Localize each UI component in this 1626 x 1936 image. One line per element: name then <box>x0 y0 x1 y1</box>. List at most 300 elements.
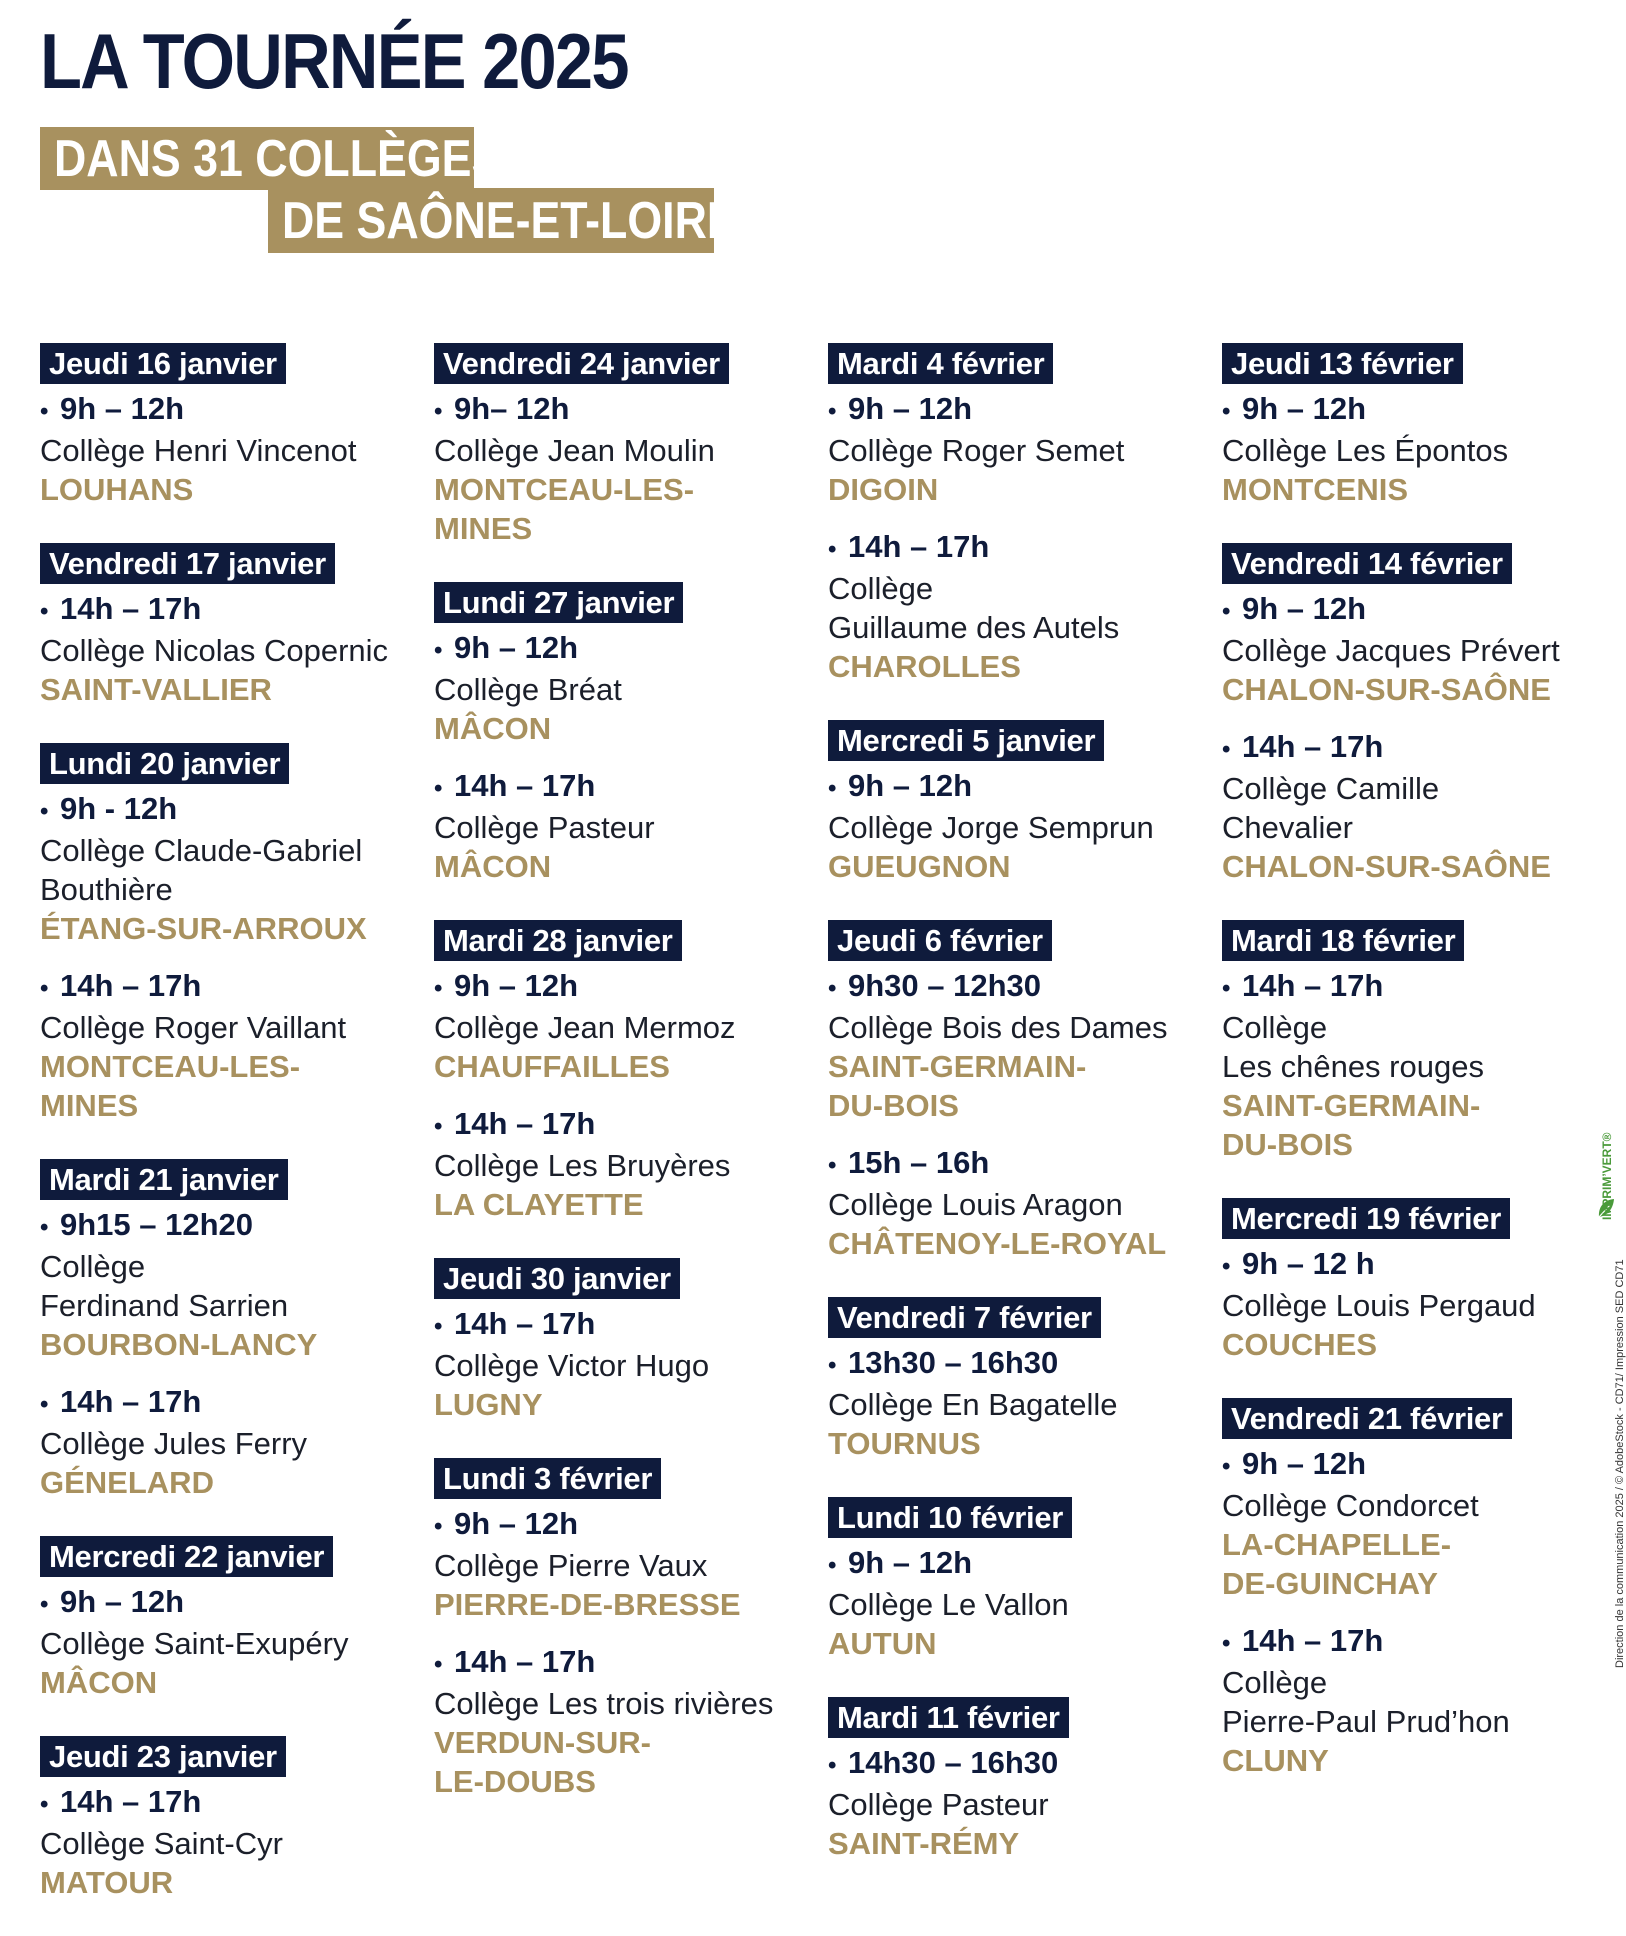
slot-time <box>434 628 814 670</box>
bullet-icon: • <box>828 775 837 802</box>
city-name <box>434 1047 804 1086</box>
slot-time-value: 9h – 12h <box>1242 391 1367 426</box>
day-date-header: Vendredi 24 janvier <box>434 343 729 384</box>
college-name-line: Collège Le Vallon <box>828 1587 1069 1622</box>
slot-time <box>828 1543 1208 1585</box>
time-slot <box>434 1504 814 1624</box>
college-name-line: Collège Jorge Semprun <box>828 810 1154 845</box>
day-date-header: Lundi 3 février <box>434 1458 661 1499</box>
page-title: LA TOURNÉE 2025 <box>40 17 628 105</box>
bullet-icon: • <box>828 536 837 563</box>
slot-time-value: 14h – 17h <box>60 1784 202 1819</box>
slot-time <box>828 1143 1208 1185</box>
slot-time-value: 14h – 17h <box>60 968 202 1003</box>
time-slot <box>828 1143 1208 1263</box>
college-name-line: Les chênes rouges <box>1222 1049 1484 1084</box>
day-date-header: Jeudi 6 février <box>828 920 1052 961</box>
day-date-header: Mercredi 5 janvier <box>828 720 1104 761</box>
city-name <box>40 1863 410 1902</box>
time-slot <box>40 589 420 709</box>
city-name-line: GÉNELARD <box>40 1465 214 1500</box>
bullet-icon: • <box>828 398 837 425</box>
time-slot <box>40 789 420 948</box>
college-name-line: Chevalier <box>1222 810 1353 845</box>
city-name <box>40 1463 410 1502</box>
city-name-line: ÉTANG-SUR-ARROUX <box>40 911 367 946</box>
day-block <box>1222 920 1602 1164</box>
slot-time <box>1222 966 1602 1008</box>
day-block <box>1222 1198 1602 1364</box>
slot-time-value: 14h – 17h <box>454 1644 596 1679</box>
slot-time-value: 14h – 17h <box>454 1106 596 1141</box>
slot-time <box>1222 1621 1602 1663</box>
college-name-line: Collège Bréat <box>434 672 622 707</box>
day-date-header: Mercredi 19 février <box>1222 1198 1510 1239</box>
bullet-icon: • <box>434 637 443 664</box>
college-name-line: Collège Henri Vincenot <box>40 433 357 468</box>
slot-time-value: 9h – 12h <box>60 391 185 426</box>
college-name-line: Collège <box>1222 1010 1328 1045</box>
time-slot <box>434 1304 814 1424</box>
city-name-line: LA-CHAPELLE- <box>1222 1527 1452 1562</box>
college-name-line: Collège Jean Moulin <box>434 433 715 468</box>
slot-time <box>1222 589 1602 631</box>
city-name-line: DU-BOIS <box>1222 1127 1353 1162</box>
city-name <box>40 909 410 948</box>
bullet-icon: • <box>40 1214 49 1241</box>
day-date-header: Mardi 21 janvier <box>40 1159 288 1200</box>
city-name <box>1222 670 1592 709</box>
day-block <box>828 720 1208 886</box>
bullet-icon: • <box>828 1152 837 1179</box>
imprim-vert-label: IMPRIM’VERT® <box>1600 1132 1614 1220</box>
day-date-header: Jeudi 23 janvier <box>40 1736 286 1777</box>
slot-time <box>828 1743 1208 1785</box>
college-name-line: Collège Roger Semet <box>828 433 1125 468</box>
city-name-line: DIGOIN <box>828 472 939 507</box>
day-block <box>434 1458 814 1801</box>
bullet-icon: • <box>40 975 49 1002</box>
bullet-icon: • <box>1222 1253 1231 1280</box>
slot-time <box>40 1205 420 1247</box>
city-name <box>40 470 410 509</box>
city-name-line: CHALON-SUR-SAÔNE <box>1222 672 1551 707</box>
slot-time-value: 9h – 12h <box>848 391 973 426</box>
city-name <box>1222 470 1592 509</box>
city-name-line: MÂCON <box>434 849 552 884</box>
city-name-line: CLUNY <box>1222 1743 1329 1778</box>
city-name <box>434 1185 804 1224</box>
day-date-header: Mardi 18 février <box>1222 920 1464 961</box>
city-name-line: CHAUFFAILLES <box>434 1049 670 1084</box>
college-name <box>828 1185 1208 1224</box>
city-name <box>434 470 804 548</box>
bullet-icon: • <box>828 975 837 1002</box>
slot-time-value: 13h30 – 16h30 <box>848 1345 1059 1380</box>
college-name-line: Bouthière <box>40 872 173 907</box>
college-name-line: Pierre-Paul Prud’hon <box>1222 1704 1510 1739</box>
bullet-icon: • <box>40 1391 49 1418</box>
slot-time <box>40 789 420 831</box>
college-name <box>828 1585 1208 1624</box>
slot-time-value: 9h15 – 12h20 <box>60 1207 254 1242</box>
college-name-line: Collège En Bagatelle <box>828 1387 1118 1422</box>
slot-time-value: 9h – 12h <box>1242 591 1367 626</box>
city-name-line: SAINT-RÉMY <box>828 1826 1020 1861</box>
bullet-icon: • <box>434 1651 443 1678</box>
slot-time <box>40 389 420 431</box>
day-date-header: Lundi 20 janvier <box>40 743 289 784</box>
time-slot <box>1222 966 1602 1164</box>
city-name-line: LOUHANS <box>40 472 194 507</box>
bullet-icon: • <box>1222 398 1231 425</box>
bullet-icon: • <box>1222 736 1231 763</box>
city-name-line: LE-DOUBS <box>434 1764 596 1799</box>
day-date-header: Vendredi 17 janvier <box>40 543 335 584</box>
bullet-icon: • <box>1222 1630 1231 1657</box>
day-block <box>434 1258 814 1424</box>
college-name <box>434 670 814 709</box>
time-slot <box>40 1382 420 1502</box>
time-slot <box>1222 389 1602 509</box>
bullet-icon: • <box>40 1791 49 1818</box>
city-name-line: MONTCEAU-LES- <box>434 472 695 507</box>
city-name-line: CHÂTENOY-LE-ROYAL <box>828 1226 1167 1261</box>
city-name <box>40 1325 410 1364</box>
college-name-line: Collège Claude-Gabriel <box>40 833 363 868</box>
slot-time <box>828 527 1208 569</box>
city-name-line: MONTCEAU-LES- <box>40 1049 301 1084</box>
city-name-line: CHAROLLES <box>828 649 1021 684</box>
city-name-line: SAINT-VALLIER <box>40 672 272 707</box>
college-name-line: Collège Nicolas Copernic <box>40 633 389 668</box>
bullet-icon: • <box>434 775 443 802</box>
city-name <box>1222 1525 1592 1603</box>
bullet-icon: • <box>434 1513 443 1540</box>
slot-time <box>40 589 420 631</box>
college-name <box>828 1385 1208 1424</box>
city-name-line: DU-BOIS <box>828 1088 959 1123</box>
slot-time-value: 15h – 16h <box>848 1145 990 1180</box>
time-slot <box>434 389 814 548</box>
day-block <box>828 343 1208 686</box>
bullet-icon: • <box>1222 598 1231 625</box>
slot-time <box>40 1782 420 1824</box>
city-name-line: MÂCON <box>434 711 552 746</box>
city-name <box>434 1585 804 1624</box>
time-slot <box>434 628 814 748</box>
bullet-icon: • <box>434 398 443 425</box>
schedule-column-1 <box>40 343 420 1936</box>
time-slot <box>828 766 1208 886</box>
city-name <box>828 1824 1198 1863</box>
slot-time <box>434 766 814 808</box>
time-slot <box>40 966 420 1125</box>
day-block <box>40 1536 420 1702</box>
slot-time <box>1222 389 1602 431</box>
day-block <box>40 743 420 1125</box>
slot-time <box>40 966 420 1008</box>
bullet-icon: • <box>828 1352 837 1379</box>
college-name <box>434 1684 814 1723</box>
college-name <box>40 431 420 470</box>
slot-time-value: 9h – 12h <box>60 1584 185 1619</box>
slot-time-value: 14h – 17h <box>1242 729 1384 764</box>
slot-time <box>434 1504 814 1546</box>
college-name <box>434 1146 814 1185</box>
time-slot <box>1222 1621 1602 1780</box>
time-slot <box>828 1343 1208 1463</box>
college-name <box>1222 1663 1602 1741</box>
slot-time-value: 9h30 – 12h30 <box>848 968 1042 1003</box>
college-name <box>40 1824 420 1863</box>
time-slot <box>828 1743 1208 1863</box>
college-name-line: Collège Les trois rivières <box>434 1686 774 1721</box>
city-name-line: SAINT-GERMAIN- <box>828 1049 1087 1084</box>
bullet-icon: • <box>434 1313 443 1340</box>
bullet-icon: • <box>40 398 49 425</box>
slot-time <box>1222 727 1602 769</box>
city-name <box>1222 1325 1592 1364</box>
bullet-icon: • <box>40 1591 49 1618</box>
subtitle-line-1 <box>40 127 502 190</box>
college-name <box>40 1008 420 1047</box>
college-name-line: Collège Pasteur <box>828 1787 1049 1822</box>
city-name-line: MINES <box>40 1088 139 1123</box>
bullet-icon: • <box>1222 975 1231 1002</box>
day-block <box>434 343 814 548</box>
college-name-line: Collège Roger Vaillant <box>40 1010 347 1045</box>
bullet-icon: • <box>40 798 49 825</box>
college-name-line: Collège Condorcet <box>1222 1488 1479 1523</box>
schedule-column-2 <box>434 343 814 1835</box>
college-name-line: Collège <box>828 571 934 606</box>
city-name-line: BOURBON-LANCY <box>40 1327 318 1362</box>
time-slot <box>828 1543 1208 1663</box>
time-slot <box>40 1582 420 1702</box>
college-name-line: Collège <box>1222 1665 1328 1700</box>
college-name <box>1222 1008 1602 1086</box>
college-name <box>434 808 814 847</box>
slot-time <box>434 966 814 1008</box>
slot-time-value: 14h – 17h <box>1242 1623 1384 1658</box>
college-name <box>434 431 814 470</box>
day-block <box>828 1297 1208 1463</box>
time-slot <box>40 389 420 509</box>
time-slot <box>40 1782 420 1902</box>
city-name <box>828 1224 1198 1263</box>
day-block <box>828 1697 1208 1863</box>
college-name <box>828 569 1208 647</box>
city-name-line: MÂCON <box>40 1665 158 1700</box>
city-name-line: MATOUR <box>40 1865 174 1900</box>
subtitle-line-2-text: DE SAÔNE-ET-LOIRE <box>282 191 737 250</box>
college-name <box>828 431 1208 470</box>
city-name-line: PIERRE-DE-BRESSE <box>434 1587 741 1622</box>
city-name <box>828 847 1198 886</box>
credits-text: Direction de la communication 2025 / © AdobeStock - CD71/ Impression SED CD71 <box>1614 1259 1626 1668</box>
college-name <box>40 631 420 670</box>
college-name-line: Collège Saint-Cyr <box>40 1826 283 1861</box>
time-slot <box>828 389 1208 509</box>
slot-time <box>828 1343 1208 1385</box>
college-name-line: Collège Victor Hugo <box>434 1348 710 1383</box>
city-name-line: TOURNUS <box>828 1426 981 1461</box>
college-name-line: Collège Les Épontos <box>1222 433 1509 468</box>
time-slot <box>434 1104 814 1224</box>
slot-time-value: 9h – 12h <box>848 768 973 803</box>
city-name <box>434 1723 804 1801</box>
time-slot <box>434 966 814 1086</box>
college-name-line: Collège Jean Mermoz <box>434 1010 736 1045</box>
bullet-icon: • <box>1222 1453 1231 1480</box>
day-date-header: Jeudi 16 janvier <box>40 343 286 384</box>
slot-time-value: 14h – 17h <box>454 768 596 803</box>
city-name-line: SAINT-GERMAIN- <box>1222 1088 1481 1123</box>
time-slot <box>828 966 1208 1125</box>
city-name-line: MINES <box>434 511 533 546</box>
slot-time <box>1222 1444 1602 1486</box>
slot-time-value: 14h – 17h <box>454 1306 596 1341</box>
slot-time-value: 9h - 12h <box>60 791 178 826</box>
city-name <box>1222 847 1592 886</box>
slot-time <box>828 966 1208 1008</box>
college-name <box>40 1624 420 1663</box>
slot-time <box>40 1382 420 1424</box>
day-block <box>40 543 420 709</box>
college-name-line: Guillaume des Autels <box>828 610 1120 645</box>
day-date-header: Lundi 10 février <box>828 1497 1072 1538</box>
slot-time <box>434 1642 814 1684</box>
day-date-header: Mardi 28 janvier <box>434 920 682 961</box>
day-date-header: Lundi 27 janvier <box>434 582 683 623</box>
city-name <box>434 709 804 748</box>
college-name-line: Collège Pierre Vaux <box>434 1548 708 1583</box>
college-name <box>1222 1486 1602 1525</box>
day-block <box>1222 343 1602 509</box>
time-slot <box>1222 727 1602 886</box>
city-name <box>434 847 804 886</box>
city-name <box>828 1047 1198 1125</box>
college-name <box>40 831 420 909</box>
slot-time <box>40 1582 420 1624</box>
day-date-header: Vendredi 14 février <box>1222 543 1512 584</box>
slot-time-value: 9h – 12h <box>1242 1446 1367 1481</box>
day-block <box>40 1159 420 1502</box>
city-name <box>1222 1086 1592 1164</box>
day-block <box>828 1497 1208 1663</box>
college-name <box>1222 431 1602 470</box>
slot-time <box>434 1304 814 1346</box>
city-name <box>40 1047 410 1125</box>
slot-time-value: 9h – 12 h <box>1242 1246 1375 1281</box>
city-name-line: AUTUN <box>828 1626 937 1661</box>
slot-time <box>828 389 1208 431</box>
slot-time-value: 9h – 12h <box>454 1506 579 1541</box>
slot-time-value: 9h – 12h <box>454 968 579 1003</box>
slot-time-value: 14h – 17h <box>60 1384 202 1419</box>
day-date-header: Mercredi 22 janvier <box>40 1536 333 1577</box>
time-slot <box>1222 589 1602 709</box>
college-name-line: Ferdinand Sarrien <box>40 1288 289 1323</box>
bullet-icon: • <box>828 1552 837 1579</box>
day-date-header: Jeudi 30 janvier <box>434 1258 680 1299</box>
college-name <box>828 1785 1208 1824</box>
college-name <box>828 808 1208 847</box>
city-name <box>828 1624 1198 1663</box>
college-name <box>40 1247 420 1325</box>
time-slot <box>40 1205 420 1364</box>
time-slot <box>434 766 814 886</box>
college-name <box>1222 631 1602 670</box>
time-slot <box>434 1642 814 1801</box>
slot-time <box>434 1104 814 1146</box>
city-name <box>828 1424 1198 1463</box>
city-name-line: CHALON-SUR-SAÔNE <box>1222 849 1551 884</box>
college-name <box>434 1008 814 1047</box>
slot-time-value: 14h – 17h <box>848 529 990 564</box>
day-block <box>828 920 1208 1263</box>
day-block <box>1222 1398 1602 1780</box>
city-name <box>828 647 1198 686</box>
college-name <box>1222 769 1602 847</box>
bullet-icon: • <box>828 1752 837 1779</box>
subtitle-line-1-text: DANS 31 COLLÈGES <box>54 129 502 188</box>
day-block <box>1222 543 1602 886</box>
slot-time <box>828 766 1208 808</box>
college-name-line: Collège Camille <box>1222 771 1440 806</box>
day-block <box>434 582 814 886</box>
bullet-icon: • <box>40 598 49 625</box>
city-name <box>1222 1741 1592 1780</box>
college-name-line: Collège Louis Aragon <box>828 1187 1123 1222</box>
college-name <box>1222 1286 1602 1325</box>
slot-time-value: 14h30 – 16h30 <box>848 1745 1059 1780</box>
city-name <box>40 1663 410 1702</box>
day-block <box>434 920 814 1224</box>
city-name-line: MONTCENIS <box>1222 472 1408 507</box>
college-name-line: Collège Jacques Prévert <box>1222 633 1560 668</box>
city-name-line: VERDUN-SUR- <box>434 1725 651 1760</box>
slot-time-value: 14h – 17h <box>1242 968 1384 1003</box>
slot-time-value: 9h – 12h <box>454 630 579 665</box>
college-name <box>40 1424 420 1463</box>
city-name <box>434 1385 804 1424</box>
slot-time-value: 9h – 12h <box>848 1545 973 1580</box>
college-name-line: Collège Saint-Exupéry <box>40 1626 349 1661</box>
city-name <box>40 670 410 709</box>
city-name-line: COUCHES <box>1222 1327 1378 1362</box>
day-block <box>40 343 420 509</box>
time-slot <box>828 527 1208 686</box>
college-name-line: Collège Bois des Dames <box>828 1010 1168 1045</box>
college-name-line: Collège Les Bruyères <box>434 1148 731 1183</box>
day-date-header: Vendredi 21 février <box>1222 1398 1512 1439</box>
college-name <box>434 1346 814 1385</box>
subtitle-line-2 <box>268 188 737 253</box>
college-name-line: Collège Jules Ferry <box>40 1426 308 1461</box>
time-slot <box>1222 1244 1602 1364</box>
day-date-header: Mardi 11 février <box>828 1697 1069 1738</box>
slot-time-value: 14h – 17h <box>60 591 202 626</box>
city-name-line: LA CLAYETTE <box>434 1187 644 1222</box>
college-name <box>434 1546 814 1585</box>
college-name-line: Collège <box>40 1249 146 1284</box>
college-name-line: Collège Louis Pergaud <box>1222 1288 1536 1323</box>
city-name-line: DE-GUINCHAY <box>1222 1566 1438 1601</box>
city-name <box>828 470 1198 509</box>
bullet-icon: • <box>434 1113 443 1140</box>
